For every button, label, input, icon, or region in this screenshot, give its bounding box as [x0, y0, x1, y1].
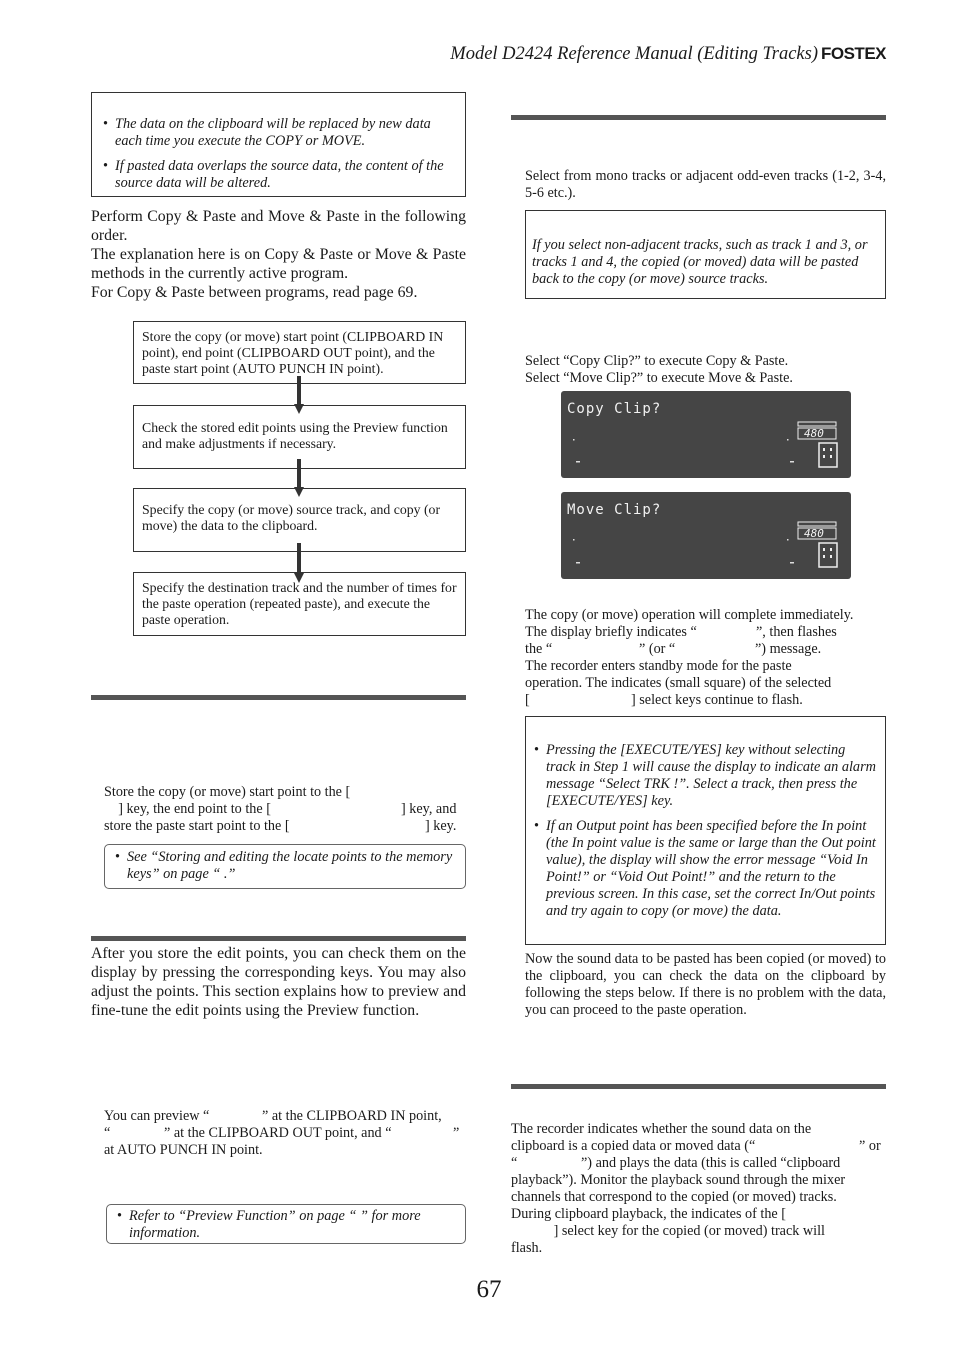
- lcd-number: 480: [804, 527, 824, 540]
- text-line: operation. The indicates (small square) of the selected: [525, 675, 832, 691]
- flow-step-store: Store the copy (or move) start point (CLIPBOARD IN point), end point (CLIPBOARD OUT point), and the paste start point (AUTO PUNCH IN point).: [133, 321, 466, 384]
- text-span: ” at the CLIPBOARD OUT point, and “: [164, 1125, 392, 1141]
- text-line: playback”). Monitor the playback sound through the mixer: [511, 1172, 846, 1188]
- note-item: • If pasted data overlaps the source data, the content of the source data will be altered.: [101, 158, 457, 192]
- lcd-copy-clip: [561, 391, 851, 478]
- text-span: “: [511, 1155, 518, 1171]
- intro-line: Perform Copy & Paste and Move & Paste in the following order.: [91, 208, 466, 244]
- text-span: You can preview “: [104, 1108, 210, 1124]
- text-span: ”, then flashes: [756, 624, 837, 640]
- text-span: store the paste start point to the [: [104, 818, 290, 834]
- text-line: Select “Move Clip?” to execute Move & Paste.: [525, 370, 793, 386]
- select-clip-text: [525, 353, 886, 387]
- preview-intro: [91, 944, 466, 1020]
- flow-step-check: Check the stored edit points using the Preview function and make adjustments if necessary.: [133, 405, 466, 469]
- text-span: ”) message.: [755, 641, 822, 657]
- text-span: The display briefly indicates “: [525, 624, 697, 640]
- refer-note: [106, 1204, 466, 1244]
- brand-logo: FOSTEX: [820, 44, 886, 63]
- section-rule: [511, 1084, 886, 1089]
- see-note: [104, 844, 466, 889]
- text-span: ] key, and: [401, 801, 457, 817]
- note-item: • Pressing the [EXECUTE/YES] key without selecting track in Step 1 will cause the display to indicate an alarm message “Select TRK !”. Select a track, then press the [EXECUTE/YES] key.: [532, 742, 877, 810]
- note-item: • If an Output point has been specified before the In point (the In point value is the same or large than the Out point value), the display will show the error message “Void In Point!” or “Void Out Point!” and the return to the previous screen. In this case, set the correct In/Out points and try again to copy (or move) the data.: [532, 818, 877, 920]
- flow-step-copy: Specify the copy (or move) source track, and copy (or move) the data to the clipboard.: [133, 488, 466, 552]
- note-item: • The data on the clipboard will be replaced by new data each time you execute the COPY or MOVE.: [101, 116, 457, 150]
- lcd-move-clip: [561, 492, 851, 579]
- text-span: ] key.: [425, 818, 457, 834]
- text-span: ” (or “: [639, 641, 676, 657]
- text-span: “: [104, 1125, 111, 1141]
- text-line: During clipboard playback, the indicates of the [: [511, 1206, 786, 1222]
- page-header: [450, 44, 886, 65]
- lcd-text: Move Clip?: [567, 502, 662, 518]
- select-tracks-text: [525, 168, 886, 202]
- flow-step-paste: Specify the destination track and the number of times for the paste operation (repeated paste), and execute the paste operation.: [133, 572, 466, 636]
- clipboard-note: [91, 92, 466, 197]
- section-rule: [91, 936, 466, 941]
- text-span: ”) and plays the data (this is called “clipboard: [581, 1155, 841, 1171]
- text-span: ] key, the end point to the [: [118, 801, 271, 817]
- text-span: ] select keys continue to flash.: [631, 692, 803, 708]
- clipboard-text: [525, 951, 886, 1019]
- playback-text: [511, 1121, 886, 1257]
- lcd-text: Copy Clip?: [567, 401, 662, 417]
- text-span: ” at the CLIPBOARD IN point,: [262, 1108, 442, 1124]
- preview-text: [104, 1108, 466, 1159]
- header-title: Model D2424 Reference Manual (Editing Tracks): [450, 44, 818, 64]
- text-span: ] select key for the copied (or moved) track will: [553, 1223, 825, 1239]
- paragraph: Select from mono tracks or adjacent odd-even tracks (1-2, 3-4, 5-6 etc.).: [525, 168, 886, 201]
- warning-notes: [525, 716, 886, 945]
- text-line: The recorder indicates whether the sound data on the: [511, 1121, 812, 1137]
- lcd-number: 480: [804, 427, 824, 440]
- note-item: • Refer to “Preview Function” on page “ ” for more information.: [115, 1208, 457, 1242]
- complete-text: [525, 607, 886, 709]
- text-line: flash.: [511, 1240, 543, 1256]
- text-span: [: [525, 692, 530, 708]
- section-rule: [511, 115, 886, 120]
- intro-line: The explanation here is on Copy & Paste or Move & Paste methods in the currently active program.: [91, 246, 466, 282]
- section-rule: [91, 695, 466, 700]
- text-span: ”: [453, 1125, 460, 1141]
- paragraph: Now the sound data to be pasted has been copied (or moved) to the clipboard, you can check the data on the clipboard by following the steps below. If there is no problem with the data, you can proceed to the paste operation.: [525, 951, 886, 1018]
- text-line: at AUTO PUNCH IN point.: [104, 1142, 263, 1158]
- note-text: If you select non-adjacent tracks, such as track 1 and 3, or tracks 1 and 4, the copied (or moved) data will be pasted back to the copy (or move) source tracks.: [532, 237, 868, 287]
- text-span: ” or: [859, 1138, 881, 1154]
- text-line: Select “Copy Clip?” to execute Copy & Paste.: [525, 353, 789, 369]
- text-line: The recorder enters standby mode for the paste: [525, 658, 792, 674]
- tracks-note: [525, 210, 886, 299]
- page-number: 67: [476, 1276, 502, 1303]
- text-span: the “: [525, 641, 553, 657]
- paragraph: After you store the edit points, you can check them on the display by pressing the corresponding keys. You may also adjust the points. This section explains how to preview and fine-tune the edit points using the Preview function.: [91, 945, 466, 1019]
- note-item: • See “Storing and editing the locate points to the memory keys” on page “ .”: [113, 849, 457, 883]
- text-line: The copy (or move) operation will complete immediately.: [525, 607, 854, 623]
- intro-line: For Copy & Paste between programs, read page 69.: [91, 284, 418, 301]
- text-line: channels that correspond to the copied (or moved) tracks.: [511, 1189, 837, 1205]
- text-span: Store the copy (or move) start point to the [: [104, 784, 351, 800]
- store-points-text: [104, 784, 466, 835]
- text-span: clipboard is a copied data or moved data (“: [511, 1138, 756, 1154]
- intro-text: [91, 207, 466, 302]
